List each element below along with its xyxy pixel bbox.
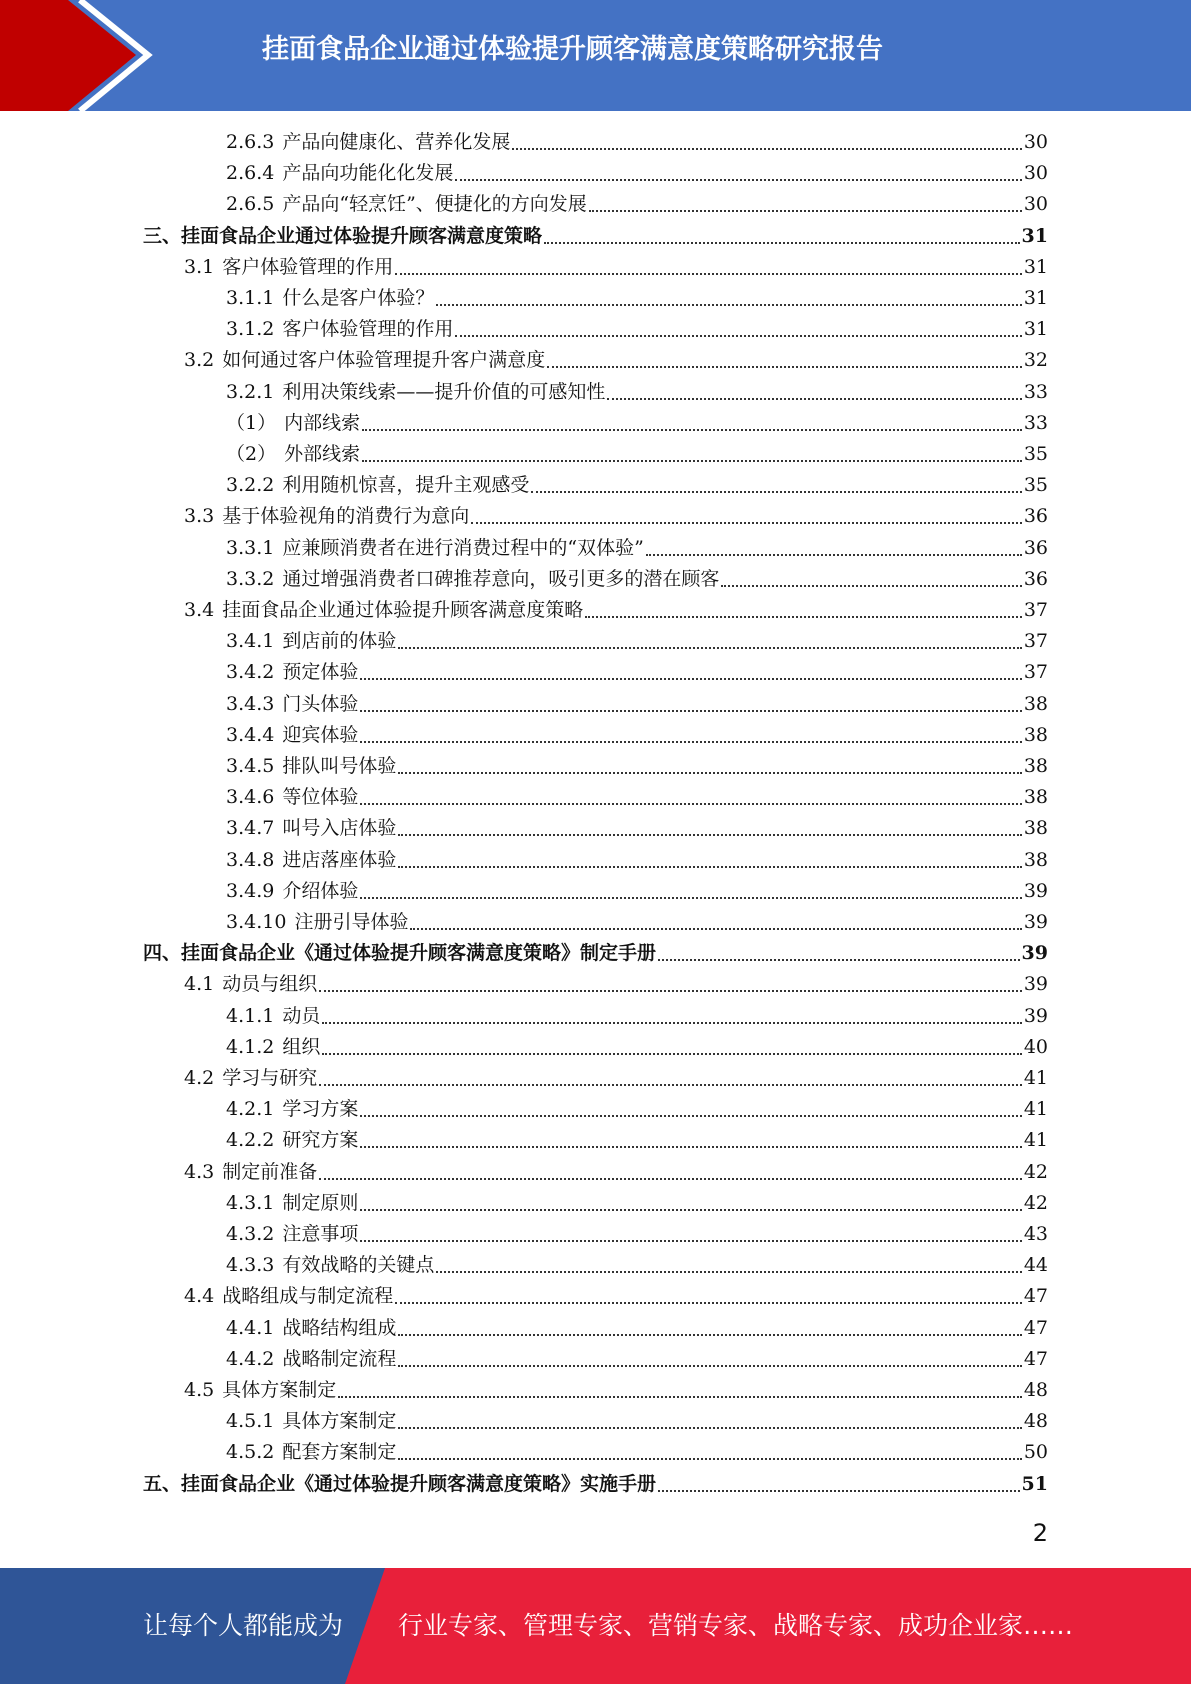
- toc-entry[interactable]: [226, 720, 1048, 751]
- toc-entry-page: 35: [1023, 474, 1048, 497]
- toc-entry-page: 47: [1023, 1316, 1048, 1339]
- toc-entry-title: 进店落座体验: [282, 848, 397, 871]
- footer-slogan-right: 行业专家、管理专家、营销专家、战略专家、成功企业家……: [398, 1611, 1074, 1640]
- toc-leader-dots: [589, 210, 1022, 212]
- toc-entry-number: 4.3: [184, 1160, 215, 1183]
- toc-entry-page: 37: [1023, 661, 1048, 684]
- toc-entry-number: 3.2.1: [226, 380, 275, 403]
- toc-entry-number: 3.4.3: [226, 692, 275, 715]
- toc-leader-dots: [360, 1209, 1021, 1211]
- toc-entry-number: 3.1.1: [226, 287, 275, 309]
- toc-entry-number: 4.1.1: [226, 1004, 275, 1027]
- toc-entry-title: 动员与组织: [222, 973, 318, 996]
- toc-leader-dots: [398, 1458, 1021, 1460]
- toc-entry-title: 什么是客户体验？: [282, 287, 435, 309]
- toc-entry-page: 41: [1023, 1067, 1048, 1089]
- toc-entry[interactable]: [226, 1313, 1048, 1344]
- toc-leader-dots: [512, 148, 1021, 150]
- toc-leader-dots: [319, 1084, 1022, 1086]
- toc-entry-page: 47: [1023, 1285, 1048, 1308]
- toc-entry[interactable]: [226, 876, 1048, 907]
- toc-entry-number: 4.1.2: [226, 1035, 275, 1058]
- toc-entry-title: 外部线索: [284, 443, 361, 465]
- toc-leader-dots: [360, 897, 1021, 899]
- toc-entry-title: 学习与研究: [222, 1067, 318, 1089]
- toc-entry-number: 3.4.5: [226, 755, 275, 777]
- toc-entry-title: 迎宾体验: [282, 723, 359, 746]
- toc-entry[interactable]: [226, 408, 1048, 439]
- toc-leader-dots: [319, 1178, 1022, 1180]
- toc-entry-number: 3.1: [184, 255, 215, 278]
- toc-entry[interactable]: [143, 221, 1048, 252]
- toc-entry[interactable]: [184, 252, 1048, 283]
- page-footer: [0, 1568, 1191, 1684]
- toc-entry-number: 3.4.6: [226, 786, 275, 809]
- toc-leader-dots: [531, 491, 1021, 493]
- toc-entry[interactable]: [184, 1063, 1048, 1094]
- toc-entry-title: 预定体验: [282, 661, 359, 684]
- toc-leader-dots: [395, 273, 1022, 275]
- toc-leader-dots: [360, 1115, 1021, 1117]
- toc-entry-page: 35: [1023, 443, 1048, 465]
- toc-leader-dots: [646, 554, 1022, 556]
- toc-entry-title: 客户体验管理的作用: [222, 255, 394, 278]
- toc-entry[interactable]: [143, 938, 1048, 969]
- toc-entry-page: 51: [1021, 1472, 1048, 1495]
- toc-entry-title: 制定前准备: [222, 1160, 318, 1183]
- toc-entry-title: 介绍体验: [282, 879, 359, 902]
- toc-entry-number: 4.4.1: [226, 1316, 275, 1339]
- toc-leader-dots: [360, 678, 1021, 680]
- toc-entry[interactable]: [226, 127, 1048, 158]
- toc-entry-page: 33: [1023, 411, 1048, 434]
- toc-entry-title: 具体方案制定: [222, 1379, 337, 1401]
- toc-entry-page: 36: [1023, 567, 1048, 590]
- toc-entry[interactable]: [184, 1375, 1048, 1406]
- toc-leader-dots: [410, 928, 1021, 930]
- toc-entry-number: 3.4.4: [226, 723, 275, 746]
- toc-entry-title: 通过增强消费者口碑推荐意向，吸引更多的潜在顾客: [282, 567, 720, 590]
- toc-entry-title: 客户体验管理的作用: [282, 318, 454, 341]
- report-title: 挂面食品企业通过体验提升顾客满意度策略研究报告: [262, 34, 883, 65]
- toc-entry-title: 门头体验: [282, 692, 359, 715]
- toc-entry-number: 3.4.8: [226, 848, 275, 871]
- toc-entry[interactable]: [226, 751, 1048, 782]
- toc-entry[interactable]: [226, 782, 1048, 813]
- toc-entry-title: 战略结构组成: [282, 1316, 397, 1339]
- toc-entry[interactable]: [226, 314, 1048, 345]
- toc-leader-dots: [398, 1427, 1021, 1429]
- toc-leader-dots: [398, 834, 1021, 836]
- toc-entry-page: 38: [1023, 817, 1048, 840]
- toc-entry-number: 2.6.3: [226, 131, 275, 153]
- header-arrow-decoration: [0, 0, 160, 111]
- toc-entry-number: （2）: [226, 443, 277, 465]
- toc-leader-dots: [658, 959, 1020, 961]
- toc-entry-number: 4.3.2: [226, 1223, 275, 1245]
- toc-entry[interactable]: [226, 1219, 1048, 1250]
- toc-leader-dots: [360, 803, 1021, 805]
- toc-entry-number: 4.3.1: [226, 1191, 275, 1214]
- toc-leader-dots: [607, 398, 1021, 400]
- toc-leader-dots: [436, 1271, 1021, 1273]
- toc-entry-number: 3.4.7: [226, 817, 275, 840]
- toc-entry[interactable]: [226, 626, 1048, 657]
- toc-entry[interactable]: [226, 564, 1048, 595]
- toc-leader-dots: [398, 1365, 1021, 1367]
- toc-entry[interactable]: [226, 283, 1048, 314]
- toc-entry-number: 2.6.4: [226, 162, 275, 185]
- toc-entry-title: 制定原则: [282, 1191, 359, 1214]
- toc-entry-number: 4.1: [184, 973, 215, 996]
- toc-entry-title: 研究方案: [282, 1129, 359, 1152]
- toc-leader-dots: [544, 242, 1020, 244]
- footer-slogan-left: 让每个人都能成为: [143, 1611, 344, 1640]
- toc-entry-page: 42: [1023, 1160, 1048, 1183]
- toc-entry-number: 3.4.2: [226, 661, 275, 684]
- toc-entry[interactable]: [226, 813, 1048, 844]
- toc-leader-dots: [398, 647, 1021, 649]
- toc-leader-dots: [360, 1146, 1021, 1148]
- toc-entry-page: 50: [1023, 1441, 1048, 1464]
- toc-entry-page: 31: [1023, 287, 1048, 309]
- toc-entry-number: 3.1.2: [226, 318, 275, 341]
- toc-entry-title: 四、挂面食品企业《通过体验提升顾客满意度策略》制定手册: [143, 942, 657, 965]
- toc-entry-title: 有效战略的关键点: [282, 1254, 435, 1277]
- toc-entry-number: 3.4.9: [226, 879, 275, 902]
- toc-entry-page: 36: [1023, 505, 1048, 528]
- toc-entry[interactable]: [226, 1001, 1048, 1032]
- toc-entry-page: 39: [1021, 942, 1048, 965]
- toc-entry[interactable]: [226, 1032, 1048, 1063]
- toc-entry-number: 3.3.2: [226, 567, 275, 590]
- toc-entry[interactable]: [184, 1157, 1048, 1188]
- toc-entry[interactable]: [226, 1188, 1048, 1219]
- toc-entry-title: 动员: [282, 1004, 321, 1027]
- toc-leader-dots: [319, 990, 1022, 992]
- toc-leader-dots: [360, 741, 1021, 743]
- page-number: 2: [1032, 1519, 1048, 1547]
- toc-entry-page: 41: [1023, 1129, 1048, 1152]
- toc-entry-page: 41: [1023, 1098, 1048, 1121]
- toc-entry-number: 2.6.5: [226, 193, 275, 216]
- toc-entry-title: 注册引导体验: [294, 911, 409, 933]
- toc-entry-title: 三、挂面食品企业通过体验提升顾客满意度策略: [143, 224, 543, 247]
- toc-entry-title: 内部线索: [284, 411, 361, 434]
- toc-entry-page: 32: [1023, 349, 1048, 372]
- toc-entry-number: 4.2.2: [226, 1129, 275, 1152]
- toc-entry[interactable]: [226, 1250, 1048, 1281]
- header-red-chevron: [0, 0, 136, 111]
- toc-entry-page: 38: [1023, 723, 1048, 746]
- toc-entry-title: 产品向“轻烹饪”、便捷化的方向发展: [282, 193, 587, 216]
- toc-entry-page: 42: [1023, 1191, 1048, 1214]
- toc-entry-page: 30: [1023, 193, 1048, 216]
- toc-entry-title: 利用决策线索——提升价值的可感知性: [282, 380, 606, 403]
- toc-entry[interactable]: [226, 470, 1048, 501]
- toc-leader-dots: [395, 1302, 1022, 1304]
- toc-entry-page: 36: [1023, 536, 1048, 559]
- toc-leader-dots: [471, 522, 1022, 524]
- toc-entry[interactable]: [226, 907, 1048, 938]
- toc-entry-title: 战略组成与制定流程: [222, 1285, 394, 1308]
- toc-leader-dots: [398, 772, 1021, 774]
- toc-entry-title: 五、挂面食品企业《通过体验提升顾客满意度策略》实施手册: [143, 1472, 657, 1495]
- toc-entry[interactable]: [226, 1406, 1048, 1437]
- toc-leader-dots: [436, 304, 1021, 306]
- toc-entry-title: 配套方案制定: [282, 1441, 397, 1464]
- toc-entry-page: 38: [1023, 755, 1048, 777]
- toc-entry-page: 40: [1023, 1035, 1048, 1058]
- toc-entry[interactable]: [226, 689, 1048, 720]
- toc-entry-title: 排队叫号体验: [282, 755, 397, 777]
- toc-entry-number: 3.4: [184, 599, 215, 621]
- page-header: [0, 0, 1191, 111]
- toc-entry-title: 挂面食品企业通过体验提升顾客满意度策略: [222, 599, 584, 621]
- toc-entry[interactable]: [226, 1344, 1048, 1375]
- toc-entry-page: 39: [1023, 879, 1048, 902]
- toc-leader-dots: [360, 710, 1021, 712]
- toc-entry-title: 利用随机惊喜，提升主观感受: [282, 474, 530, 497]
- toc-entry-title: 基于体验视角的消费行为意向: [222, 505, 470, 528]
- toc-entry[interactable]: [184, 345, 1048, 376]
- toc-leader-dots: [658, 1490, 1020, 1492]
- toc-leader-dots: [547, 366, 1022, 368]
- toc-entry-title: 应兼顾消费者在进行消费过程中的“双体验”: [282, 536, 644, 559]
- toc-entry-title: 到店前的体验: [282, 630, 397, 653]
- toc-leader-dots: [455, 335, 1021, 337]
- toc-entry-number: 4.5.1: [226, 1410, 275, 1433]
- toc-entry-number: 4.4.2: [226, 1347, 275, 1370]
- toc-entry-number: 4.4: [184, 1285, 215, 1308]
- toc-leader-dots: [398, 1334, 1021, 1336]
- toc-entry-page: 38: [1023, 786, 1048, 809]
- toc-entry-page: 39: [1023, 1004, 1048, 1027]
- toc-entry-number: （1）: [226, 411, 277, 434]
- toc-entry-page: 43: [1023, 1223, 1048, 1245]
- toc-entry[interactable]: [226, 158, 1048, 189]
- toc-entry-number: 3.3.1: [226, 536, 275, 559]
- toc-leader-dots: [398, 866, 1021, 868]
- toc-entry-number: 3.4.10: [226, 911, 287, 933]
- toc-leader-dots: [338, 1396, 1022, 1398]
- toc-leader-dots: [585, 616, 1022, 618]
- toc-entry[interactable]: [184, 969, 1048, 1000]
- toc-entry-number: 4.5.2: [226, 1441, 275, 1464]
- toc-entry-page: 31: [1021, 224, 1048, 247]
- toc-entry-page: 31: [1023, 255, 1048, 278]
- toc-entry-page: 37: [1023, 630, 1048, 653]
- toc-entry[interactable]: [226, 1437, 1048, 1468]
- toc-entry-title: 叫号入店体验: [282, 817, 397, 840]
- toc-entry[interactable]: [184, 595, 1048, 626]
- toc-entry[interactable]: [226, 845, 1048, 876]
- toc-entry-number: 3.2.2: [226, 474, 275, 497]
- toc-entry-page: 48: [1023, 1379, 1048, 1401]
- toc-entry-title: 学习方案: [282, 1098, 359, 1121]
- toc-leader-dots: [362, 460, 1022, 462]
- toc-entry[interactable]: [226, 1094, 1048, 1125]
- toc-entry-page: 30: [1023, 162, 1048, 185]
- toc-entry-title: 如何通过客户体验管理提升客户满意度: [222, 349, 546, 372]
- toc-entry-title: 组织: [282, 1035, 321, 1058]
- toc-entry-page: 39: [1023, 911, 1048, 933]
- toc-entry[interactable]: [226, 189, 1048, 220]
- toc-entry-page: 38: [1023, 848, 1048, 871]
- toc-entry[interactable]: [226, 439, 1048, 470]
- toc-entry-page: 33: [1023, 380, 1048, 403]
- toc-entry-title: 具体方案制定: [282, 1410, 397, 1433]
- toc-entry[interactable]: [184, 501, 1048, 532]
- toc-entry[interactable]: [226, 377, 1048, 408]
- toc-entry-page: 37: [1023, 599, 1048, 621]
- toc-entry-page: 38: [1023, 692, 1048, 715]
- toc-leader-dots: [721, 585, 1021, 587]
- toc-entry[interactable]: [226, 1125, 1048, 1156]
- toc-entry-number: 3.3: [184, 505, 215, 528]
- toc-entry-page: 39: [1023, 973, 1048, 996]
- toc-entry-page: 47: [1023, 1347, 1048, 1370]
- toc-leader-dots: [455, 179, 1021, 181]
- toc-leader-dots: [360, 1240, 1021, 1242]
- toc-entry[interactable]: [226, 657, 1048, 688]
- toc-entry-title: 产品向功能化化发展: [282, 162, 454, 185]
- toc-entry-page: 31: [1023, 318, 1048, 341]
- toc-entry-number: 4.3.3: [226, 1254, 275, 1277]
- toc-entry-title: 产品向健康化、营养化发展: [282, 131, 511, 153]
- toc-entry-page: 48: [1023, 1410, 1048, 1433]
- toc-entry[interactable]: [143, 1469, 1048, 1500]
- toc-entry[interactable]: [226, 533, 1048, 564]
- toc-entry-title: 战略制定流程: [282, 1347, 397, 1370]
- toc-entry[interactable]: [184, 1281, 1048, 1312]
- toc-entry-number: 4.2.1: [226, 1098, 275, 1121]
- toc-entry-number: 4.2: [184, 1067, 215, 1089]
- toc-entry-title: 注意事项: [282, 1223, 359, 1245]
- toc-entry-number: 3.4.1: [226, 630, 275, 653]
- toc-entry-title: 等位体验: [282, 786, 359, 809]
- toc-leader-dots: [322, 1053, 1021, 1055]
- toc-entry-page: 30: [1023, 131, 1048, 153]
- toc-entry-number: 4.5: [184, 1379, 215, 1401]
- toc-entry-page: 44: [1023, 1254, 1048, 1277]
- toc-entry-number: 3.2: [184, 349, 215, 372]
- toc-leader-dots: [362, 429, 1022, 431]
- toc-leader-dots: [322, 1022, 1021, 1024]
